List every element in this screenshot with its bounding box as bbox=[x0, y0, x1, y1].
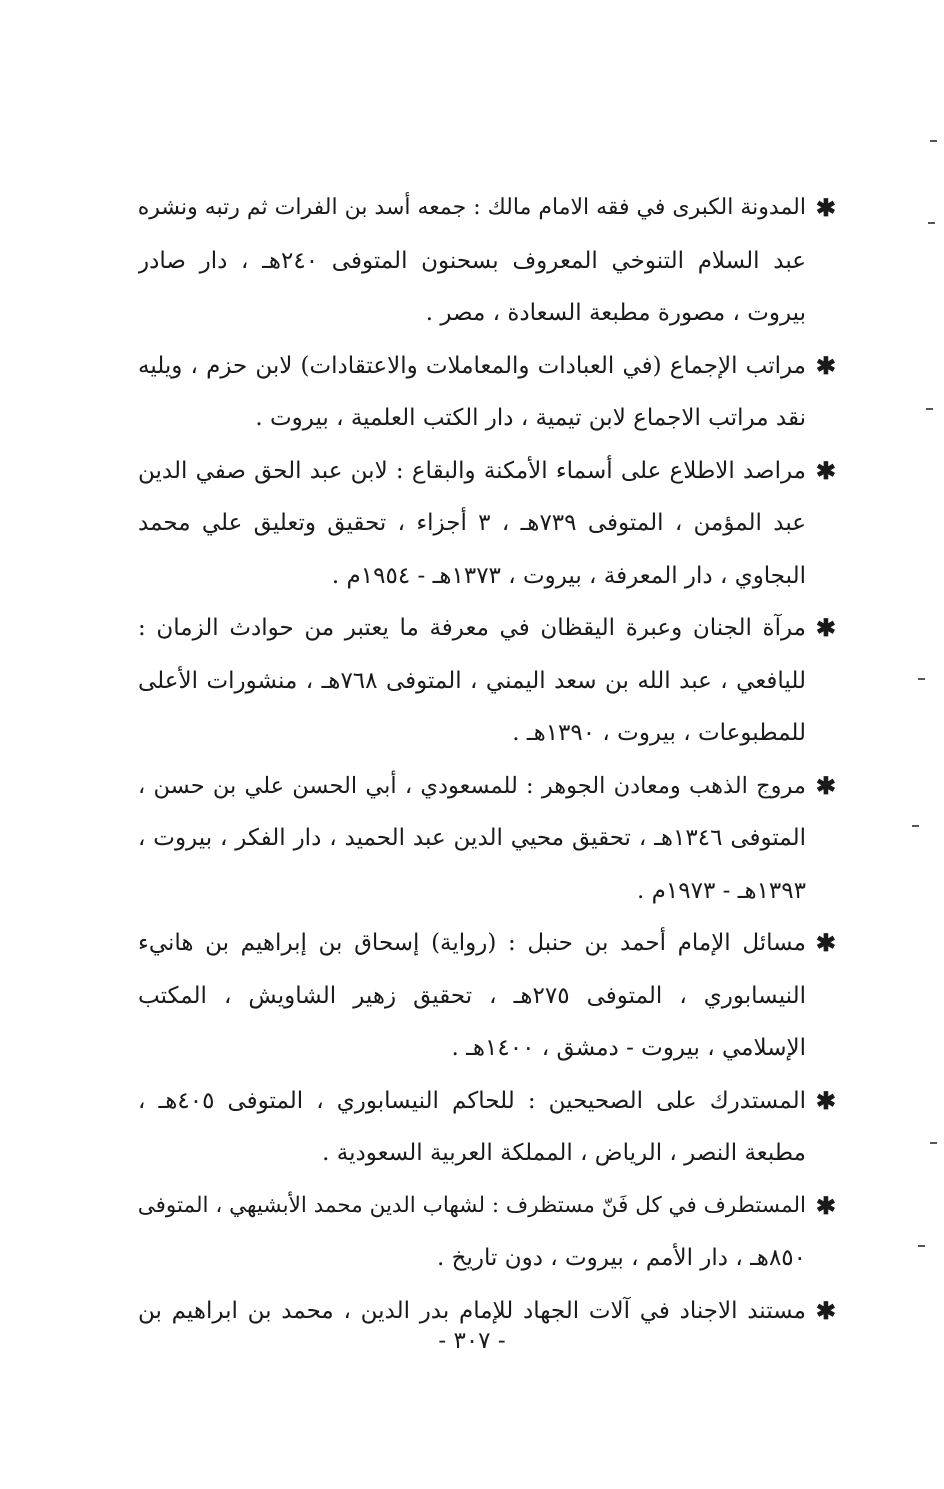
entry-line: مراتب الإجماع (في العبادات والمعاملات والاعتقادات) لابن حزم ، ويليه bbox=[138, 352, 806, 379]
bullet-asterisk-icon: ✱ bbox=[815, 1295, 836, 1325]
bibliography-entry bbox=[138, 445, 836, 603]
bibliography-entry bbox=[138, 1075, 836, 1180]
bibliography-entry bbox=[138, 1180, 836, 1285]
scan-mark bbox=[918, 678, 925, 680]
entry-line: بيروت ، مصورة مطبعة السعادة ، مصر . bbox=[425, 300, 806, 326]
entry-line: لليافعي ، عبد الله بن سعد اليمني ، المتوفى ٧٦٨هـ ، منشورات الأعلى bbox=[138, 667, 806, 694]
scan-mark bbox=[930, 140, 937, 142]
bibliography-entry bbox=[138, 602, 836, 760]
scan-mark bbox=[928, 222, 935, 224]
bullet-asterisk-icon: ✱ bbox=[815, 350, 836, 380]
scan-mark bbox=[930, 1142, 937, 1144]
entry-line: الإسلامي ، بيروت - دمشق ، ١٤٠٠هـ . bbox=[451, 1035, 806, 1061]
bibliography-entry bbox=[138, 340, 836, 445]
entry-line: مسائل الإمام أحمد بن حنبل : (رواية) إسحاق بن إبراهيم بن هانيء bbox=[138, 930, 806, 956]
entry-line: ١٣٩٣هـ - ١٩٧٣م . bbox=[637, 877, 806, 904]
entry-line: المستدرك على الصحيحين : للحاكم النيسابوري ، المتوفى ٤٠٥هـ ، bbox=[138, 1087, 806, 1114]
entry-line: مستند الاجناد في آلات الجهاد للإمام بدر الدين ، محمد بن ابراهيم بن bbox=[138, 1297, 806, 1324]
bibliography-list bbox=[138, 182, 836, 1337]
bullet-asterisk-icon: ✱ bbox=[815, 928, 836, 957]
entry-line: المستطرف في كل فَنّ مستظرف : لشهاب الدين محمد الأبشيهي ، المتوفى bbox=[138, 1192, 806, 1218]
entry-line: عبد المؤمن ، المتوفى ٧٣٩هـ ، ٣ أجزاء ، تحقيق وتعليق علي محمد bbox=[138, 510, 806, 536]
entry-line: مرآة الجنان وعبرة اليقظان في معرفة ما يعتبر من حوادث الزمان : bbox=[138, 615, 806, 641]
entry-line: مطبعة النصر ، الرياض ، المملكة العربية السعودية . bbox=[322, 1140, 806, 1166]
entry-line: للمطبوعات ، بيروت ، ١٣٩٠هـ . bbox=[512, 720, 806, 746]
bullet-asterisk-icon: ✱ bbox=[815, 1085, 836, 1115]
page-number: - ٣٠٧ - bbox=[438, 1328, 506, 1354]
bullet-asterisk-icon: ✱ bbox=[815, 613, 836, 642]
entry-line: نقد مراتب الاجماع لابن تيمية ، دار الكتب العلمية ، بيروت . bbox=[255, 405, 806, 431]
bullet-asterisk-icon: ✱ bbox=[815, 1190, 836, 1220]
scan-mark bbox=[912, 825, 919, 827]
entry-line: النيسابوري ، المتوفى ٢٧٥هـ ، تحقيق زهير الشاويش ، المكتب bbox=[138, 982, 806, 1009]
entry-line: ٨٥٠هـ ، دار الأمم ، بيروت ، دون تاريخ . bbox=[437, 1245, 806, 1271]
bullet-asterisk-icon: ✱ bbox=[815, 770, 836, 800]
entry-line: البجاوي ، دار المعرفة ، بيروت ، ١٣٧٣هـ - ١٩٥٤م . bbox=[331, 562, 806, 589]
bibliography-entry bbox=[138, 182, 836, 340]
bullet-asterisk-icon: ✱ bbox=[815, 455, 836, 485]
entry-line: المتوفى ١٣٤٦هـ ، تحقيق محيي الدين عبد الحميد ، دار الفكر ، بيروت ، bbox=[138, 825, 806, 851]
entry-line: مراصد الاطلاع على أسماء الأمكنة والبقاع : لابن عبد الحق صفي الدين bbox=[138, 457, 806, 484]
scan-mark bbox=[918, 1245, 925, 1247]
bibliography-entry bbox=[138, 760, 836, 918]
entry-line: عبد السلام التنوخي المعروف بسحنون المتوفى ٢٤٠هـ ، دار صادر bbox=[138, 247, 806, 274]
bullet-asterisk-icon: ✱ bbox=[815, 193, 836, 222]
entry-line: مروج الذهب ومعادن الجوهر : للمسعودي ، أبي الحسن علي بن حسن ، bbox=[138, 772, 806, 799]
bibliography-entry bbox=[138, 917, 836, 1075]
entry-line: المدونة الكبرى في فقه الامام مالك : جمعه أسد بن الفرات ثم رتبه ونشره bbox=[138, 195, 806, 220]
scan-mark bbox=[926, 408, 933, 410]
